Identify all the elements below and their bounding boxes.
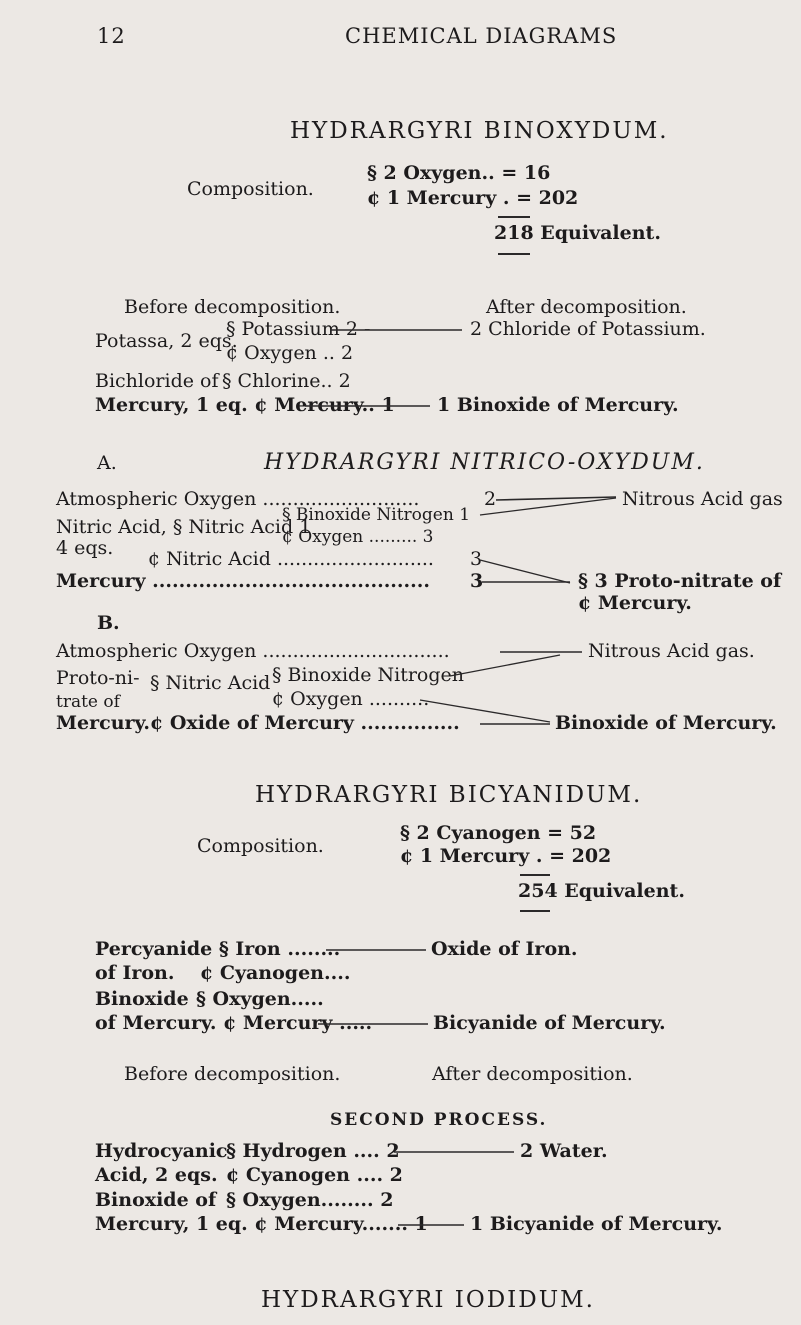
- nitrico-a-nitric: Nitric Acid, § Nitric Acid 1: [56, 516, 312, 538]
- nitrico-a-atm-num: 2: [484, 488, 497, 510]
- nitrico-a-merc: Mercury ..........................................: [56, 570, 430, 592]
- nitrico-b-result2: Binoxide of Mercury.: [555, 712, 777, 734]
- binoxydum-chloride: 2 Chloride of Potassium.: [470, 318, 706, 340]
- bicyanidum-hydrocyanic: Hydrocyanic: [95, 1140, 228, 1162]
- binoxydum-chlorine: § Chlorine.. 2: [222, 370, 351, 392]
- nitrico-a-binox-n: § Binoxide Nitrogen 1: [282, 505, 471, 525]
- nitrico-b-nitric-acid: § Nitric Acid: [150, 672, 271, 694]
- bicyanidum-oxygen: § Oxygen.....: [196, 988, 324, 1010]
- bicyanidum-of-iron: of Iron.: [95, 962, 175, 984]
- line-a-nitric-proto: [480, 560, 570, 583]
- bicyanidum-cyanogen2: ¢ Cyanogen .... 2: [226, 1164, 403, 1186]
- iodidum-title: HYDRARGYRI IODIDUM.: [261, 1287, 595, 1313]
- nitrico-label-b: B.: [97, 612, 120, 634]
- binoxydum-oxygen: ¢ Oxygen .. 2: [226, 342, 354, 364]
- line-b-oxygen-binoxide: [420, 700, 550, 722]
- bicyanidum-binoxide: Binoxide: [95, 988, 189, 1010]
- bicyanidum-title: HYDRARGYRI BICYANIDUM.: [255, 782, 643, 808]
- binoxydum-composition-line-2: ¢ 1 Mercury . = 202: [367, 187, 579, 209]
- nitrico-b-oxide: ¢ Oxide of Mercury ...............: [150, 712, 460, 734]
- nitrico-a-atm: Atmospheric Oxygen ..........................: [56, 488, 420, 510]
- binoxydum-potassa: Potassa, 2 eqs.: [95, 330, 238, 352]
- nitrico-a-4eqs: 4 eqs.: [56, 537, 114, 559]
- binoxydum-mercury-eq: Mercury, 1 eq. ¢ Mercury.. 1: [95, 394, 395, 416]
- bicyanidum-composition-label: Composition.: [197, 835, 324, 857]
- nitrico-label-a: A.: [97, 452, 117, 474]
- running-title: CHEMICAL DIAGRAMS: [345, 24, 618, 48]
- bicyanidum-cyanogen: ¢ Cyanogen....: [200, 962, 351, 984]
- binoxydum-binoxide-result: 1 Binoxide of Mercury.: [437, 394, 679, 416]
- binoxydum-after-label: After decomposition.: [486, 296, 687, 318]
- nitrico-b-binox-n: § Binoxide Nitrogen: [272, 664, 464, 686]
- nitrico-a-ox: ¢ Oxygen ......... 3: [282, 527, 434, 547]
- nitrico-a-merc-num: 3: [470, 570, 484, 592]
- nitrico-a-nitric2: ¢ Nitric Acid ..........................: [148, 548, 434, 570]
- bicyanidum-oxygen2: § Oxygen........ 2: [226, 1189, 394, 1211]
- page-number: 12: [97, 24, 126, 48]
- binoxydum-potassium: § Potassium 2 -: [226, 318, 371, 340]
- nitrico-b-oxygen: ¢ Oxygen ..........: [272, 688, 430, 710]
- nitrico-a-nitric2-num: 3: [470, 548, 483, 570]
- binoxydum-composition-label: Composition.: [187, 178, 314, 200]
- nitrico-b-trate: trate of: [56, 692, 120, 712]
- bicyanidum-oxide-iron: Oxide of Iron.: [431, 938, 578, 960]
- bicyanidum-percyanide: Percyanide § Iron ........: [95, 938, 341, 960]
- nitrico-a-proto2: ¢ Mercury.: [578, 592, 692, 614]
- binoxydum-bichloride: Bichloride of: [95, 370, 219, 392]
- bicyanidum-of-mercury: of Mercury. ¢ Mercury .....: [95, 1012, 373, 1034]
- nitrico-b-proto: Proto-ni-: [56, 667, 140, 689]
- bicyanidum-acid-2eqs: Acid, 2 eqs.: [95, 1164, 218, 1186]
- bicyanidum-water: 2 Water.: [520, 1140, 608, 1162]
- binoxydum-before-label: Before decomposition.: [124, 296, 341, 318]
- nitrico-title: HYDRARGYRI NITRICO-OXYDUM.: [264, 450, 705, 475]
- bicyanidum-mercury-eq: Mercury, 1 eq. ¢ Mercury....... 1: [95, 1213, 428, 1235]
- nitrico-b-atm: Atmospheric Oxygen ...............................: [56, 640, 450, 662]
- nitrico-a-proto: § 3 Proto-nitrate of: [578, 570, 782, 592]
- bicyanidum-second-process: SECOND PROCESS.: [330, 1110, 548, 1130]
- nitrico-b-result1: Nitrous Acid gas.: [588, 640, 755, 662]
- bicyanidum-binoxide-of: Binoxide of: [95, 1189, 217, 1211]
- bicyanidum-hydrogen: § Hydrogen .... 2: [226, 1140, 400, 1162]
- line-b-binox-nitrous: [450, 655, 560, 676]
- bicyanidum-composition-line-2: ¢ 1 Mercury . = 202: [400, 845, 612, 867]
- bicyanidum-bicyanide: Bicyanide of Mercury.: [433, 1012, 666, 1034]
- bicyanidum-after-label: After decomposition.: [432, 1063, 633, 1085]
- binoxydum-title: HYDRARGYRI BINOXYDUM.: [290, 118, 669, 144]
- line-a-atm-nitrous: [496, 497, 616, 500]
- binoxydum-total: 218 Equivalent.: [494, 222, 661, 244]
- bicyanidum-before-label: Before decomposition.: [124, 1063, 341, 1085]
- bicyanidum-composition-line-1: § 2 Cyanogen = 52: [400, 822, 597, 844]
- bicyanidum-total: 254 Equivalent.: [518, 880, 685, 902]
- bicyanidum-bicyanide-result: 1 Bicyanide of Mercury.: [470, 1213, 723, 1235]
- nitrico-a-result1: Nitrous Acid gas: [622, 488, 783, 510]
- binoxydum-composition-line-1: § 2 Oxygen.. = 16: [367, 162, 551, 184]
- nitrico-b-mercury: Mercury.: [56, 712, 150, 734]
